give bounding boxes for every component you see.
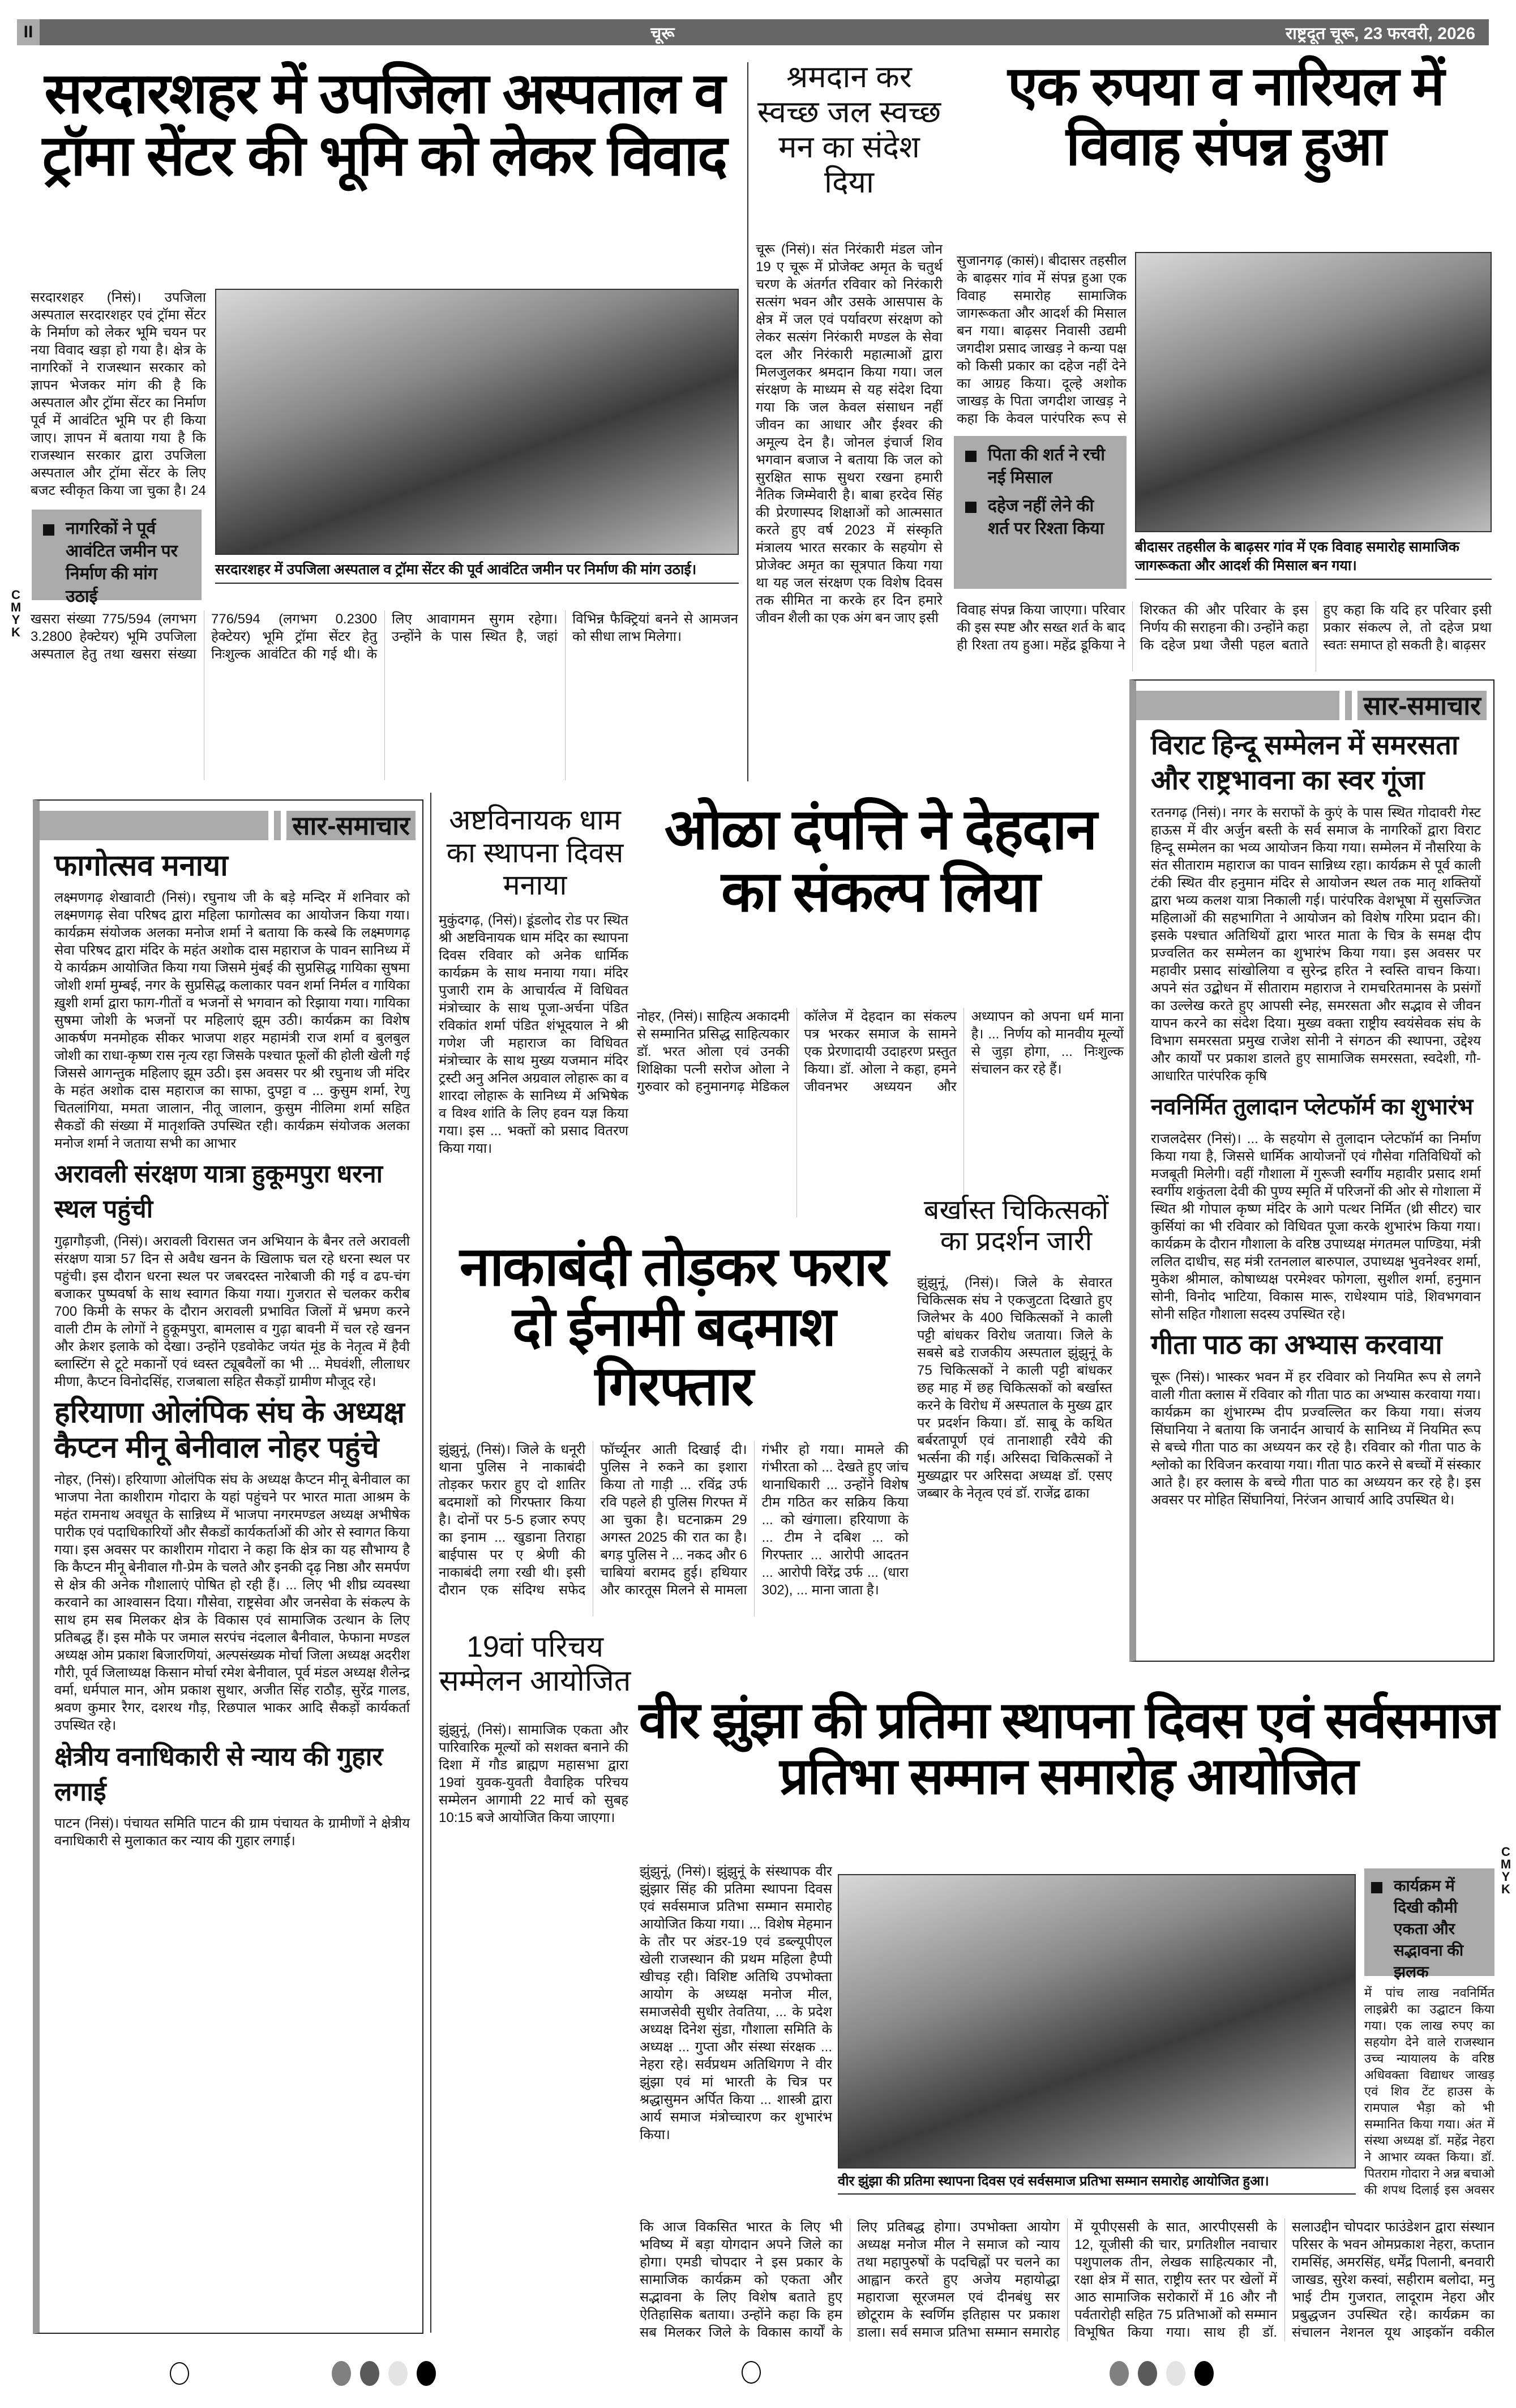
headline-doctors-protest: बर्खास्त चिकित्सकों का प्रदर्शन जारी: [923, 1195, 1109, 1257]
cmyk-mark: C M Y K: [10, 588, 22, 639]
bullet-square-icon: [1371, 1882, 1382, 1893]
caption-hospital: सरदारशहर में उपजिला अस्पताल व ट्रॉमा सेंटर की पूर्व आवंटित जमीन पर निर्माण की मांग उठाई।: [215, 561, 739, 584]
article-veer-jhunjha: झुंझुनूं, (निसं)। झुंझुनूं के संस्थापक वीर झुंझार सिंह की प्रतिमा स्थापना दिवस एवं सर्वसमाज प्रतिभा सम्मान समारोह आयोजित किया गया। ... विशेष मेहमान के तौर पर अंडर-19 एवं डब्ल्यूपीएल खेली राजस्थान की प्रथम महिला हैप्पी खीचड़ रही। विशिष्ट अतिथि उपभोक्ता आयोग के अध्यक्ष मनोज मील, समाजसेवी सुधीर तेवतिया, ... के प्रदेश अध्यक्ष दिनेश सुंडा, गौशाला समिति के अध्यक्ष ... गुप्ता और संस्था संरक्षक ... नेहरा रहे। सर्वप्रथम अतिथिगण ने वीर झुंझा एवं मां भारती के चित्र पर श्रद्धासुमन अर्पित किया ... शास्त्री द्वारा आर्य समाज मंत्रोच्चारण कर शुभारंभ किया।: [640, 1864, 832, 2142]
edition-date: राष्ट्रदूत चूरू, 23 फरवरी, 2026: [1285, 24, 1475, 43]
article-shramdaan: चूरू (निसं)। संत निरंकारी मंडल जोन 19 ए चूरू में प्रोजेक्ट अमृत के चतुर्थ चरण के अंतर्गत रविवार को निरंकारी सत्संग भवन और उसके आसपास के क्षेत्र में जल एवं पर्यावरण संरक्षण को लेकर सत्संग निरंकारी मण्डल के सेवा दल और निरंकारी महात्माओं द्वारा मिलजुलकर श्रमदान किया गया। जल संरक्षण के माध्यम से यह संदेश दिया गया कि जल केवल संसाधन नहीं जीवन का आधार और ईश्वर की अमूल्य देन है। जोनल इंचार्ज शिव भगवान बजाज ने बताया कि जल को सुरक्षित साफ सुथरा रखना हमारी नैतिक जिम्मेवारी है। बाबा हरदेव सिंह की प्रेरणास्पद शिक्षाओं को आत्मसात करते हुए वर्ष 2023 में संस्कृति मंत्रालय भारत सरकार के सहयोग से प्रोजेक्ट अमृत का सूत्रपात किया गया था यह जल संरक्षण एक विशेष दिवस तक सीमित ना करके हर दिन हमारे जीवन शैली का एक अंग बन जाए इसी: [756, 242, 943, 626]
brief-body: चूरू (निसं)। भास्कर भवन में हर रविवार को नियमित रूप से लगने वाली गीता क्लास में रविवार को गीता पाठ का अभ्यास करवाया गया। कार्यक्रम का शुंभारम्भ दीप प्रज्वल्लित कर किया गया। संजय सिंघानिया ने बताया कि जनार्दन आचार्य के सानिध्य में नियमित रूप से बच्चे गीता पाठ का अध्ययन कर रहे है। रविवार को गीता पाठ के श्लोको का रिविजन करवाया गया। गीता पाठ करने से बच्चों में संस्कार आते है। हर क्लास के बच्चे गीता पाठ का अध्ययन कर रहे है। इस अवसर पर मोहित सिंघानियां, निरंजन आचार्य आदि उपस्थित थे।: [1151, 1370, 1481, 1508]
highlight-text: कार्यक्रम में दिखी कौमी एकता और सद्भावना की झलक: [1394, 1877, 1464, 1981]
brief-body: गुढ़ागौड़जी, (निसं)। अरावली विरासत जन अभियान के बैनर तले अरावली संरक्षण यात्रा 57 दिन से अवैध खनन के खिलाफ चल रहे धरना स्थल पर पहुंची। इस दौरान धरना स्थल पर जबरदस्त नारेबाजी की गई व ढप-चंग बजाकर पुष्पवर्षा के साथ स्वागत किया गया। गुजरात से चलकर करीब 700 किमी के सफर के दौरान अरावली प्रभावित जिलों में भ्रमण करने वाली टीम के लोगों ने हुकूमपुरा, बामलास व गुढ़ा बावनी में चल रहे खनन और क्रेशर इलाके को देखा। उन्होंने एडवोकेट जयंत मूंड के नेतृत्व में हैवी ब्लास्टिंग से टूटे मकानों एवं ध्वस्त ट्यूबवैलों का भी ... मेघवंशी, लीलाधर मीणा, कैप्टन विनोदसिंह, राजबाला सहित सैकड़ों ग्रामीण मौजूद रहे।: [54, 1234, 410, 1389]
brief-headline: गीता पाठ का अभ्यास करवाया: [1151, 1330, 1442, 1360]
registration-target-icon: [170, 2362, 189, 2385]
caption-wedding: बीदासर तहसील के बाढ़सर गांव में एक विवाह समारोह सामाजिक जागरूकता और आदर्श की मिसाल बन गया।: [1135, 538, 1492, 580]
highlight-box-veer: [1364, 1868, 1494, 1981]
color-swatch: [388, 2361, 408, 2386]
highlight-box-wedding: [954, 436, 1127, 589]
news-brief-box-right: [1129, 679, 1494, 1662]
highlight-text: नागरिकों ने पूर्व आवंटित जमीन पर निर्माण की मांग उठाई: [66, 519, 178, 606]
article-ola-dehdaan: नोहर, (निसं)। साहित्य अकादमी से सम्मानित प्रसिद्ध साहित्यकार डॉ. भरत ओला एवं उनकी शिक्षिका पत्नी सरोज ओला ने गुरुवार को हनुमानगढ़ मेडिकल कॉलेज में देहदान का संकल्प पत्र भरकर समाज के सामने एक प्रेरणादायी उदाहरण प्रस्तुत किया। डॉ. ओला ने कहा, हमने जीवनभर अध्ययन और अध्यापन को अपना धर्म माना है। ... निर्णय को मानवीय मूल्यों से जुड़ा होगा, ... निःशुल्क संचालन कर रहे हैं।: [637, 1009, 1124, 1094]
article-wedding-continued: विवाह संपन्न किया जाएगा। परिवार की इस स्पष्ट और सख्त शर्त के बाद ही रिश्ता तय हुआ। महेंद्र डूकिया ने शिरकत की और परिवार के इस निर्णय की सराहना की। उन्होंने कहा कि दहेज प्रथा जैसी पहल बताते हुए कहा कि यदि हर परिवार इसी प्रकार संकल्प ले, तो दहेज प्रथा स्वतः समाप्त हो सकती है। बाढ़सर: [957, 602, 1492, 653]
highlight-box-hospital: [32, 510, 202, 606]
article-hospital-continued: खसरा संख्या 775/594 (लगभग 3.2800 हेक्टेयर) भूमि उपजिला अस्पताल हेतु तथा खसरा संख्या 776/594 (लगभग 0.2300 हेक्टेयर) भूमि ट्रॉमा सेंटर हेतु निःशुल्क आवंटित की गई थी। के लिए आवागमन सुगम रहेगा। उन्होंने के पास स्थित है, जहां विभिन्न फैक्ट्रियां बनने से आमजन को सीधा लाभ मिलेगा।: [31, 611, 738, 662]
brief-headline: नवनिर्मित तुलादान प्लेटफॉर्म का शुभारंभ: [1151, 1094, 1474, 1119]
headline-parichay-sammelan: 19वां परिचय सम्मेलन आयोजित: [439, 1631, 631, 1697]
highlight-text: पिता की शर्त ने रची नई मिसाल: [988, 446, 1106, 487]
highlight-text: दहेज नहीं लेने की शर्त पर रिश्ता किया: [988, 497, 1104, 538]
brief-body: लक्ष्मणगढ़ शेखावाटी (निसं)। रघुनाथ जी के बड़े मन्दिर में शनिवार को लक्ष्मणगढ़ सेवा परिषद द्वारा महिला फागोत्सव का आयोजन किया गया। कार्यक्रम संयोजक अलका मनोज शर्मा ने बताया कि कस्बे कि लक्ष्मणगढ़ सेवा परिषद द्वारा मंदिर के महंत अशोक दास महाराज के पावन सानिध्य में ये कार्यक्रम आयोजित किया गया जिसमे मुंबई की सुप्रसिद्ध गायिका सुषमा जोशी शर्मा मुम्बई, नगर के सुप्रसिद्ध कलाकार पवन शर्मा निर्मल व गायिका ख़ुशी शर्मा द्वारा फाग-गीतों व भजनों से भगवान को रिझाया गया। गायिका सुषमा जोशी के भजनों पर महिलाएं झूम उठी। कार्यक्रम का विशेष आकर्षण मनमोहक सीकर भाजपा शहर महामंत्री राज शर्मा व बुलबुल जोशी का राधा-कृष्ण रास नृत्य रहा जिसके पश्चात फूलों की होली खेली गई जिससे आगन्तुक महिलाए झूम उठी। इस अवसर पर श्री रघुनाथ जी मंदिर के महंत अशोक दास महाराज का साफा, दुपट्टा व ... कुसुम शर्मा, रेणु चितलांगिया, ममता जालान, नीतू जालान, कुसुम नीलिमा शर्मा सहित सैकडों की संख्या में मातृशक्ति उपस्थित रही। कार्यक्रम संयोजक अलका मनोज शर्मा ने जताया सभी का आभार: [54, 890, 410, 1151]
article-ashtavinayak: मुकुंदगढ़, (निसं)। डूंडलोद रोड पर स्थित श्री अष्टविनायक धाम मंदिर का स्थापना दिवस रविवार को अनेक धार्मिक कार्यक्रम के साथ मनाया गया। मंदिर पुजारी राम के आचार्यत्व में विधिवत मंत्रोच्चार के साथ पूजा-अर्चना पंडित रविकांत शर्मा पंडित शंभूदयाल ने श्री गणेश जी महाराज का विधिवत मंत्रोच्चार के साथ मुख्य यजमान मंदिर ट्रस्टी अनु अनिल अग्रवाल लोहारू का व शारदा लोहारू के सानिध्य में अभिषेक व विश्व शांति के लिए हवन यज्ञ किया गया। इस ... भक्तों को प्रसाद वितरण किया गया।: [439, 913, 628, 1156]
article-veer-side: में पांच लाख नवनिर्मित लाइब्रेरी का उद्घाटन किया गया। एक लाख रुपए का सहयोग देने वाले राजस्थान उच्च न्यायालय के वरिष्ठ अधिवक्ता विद्याधर जाखड़ एवं शिव टेंट हाउस के रामपाल भैड़ा को भी सम्मानित किया गया। अंत में संस्था अध्यक्ष डॉ. महेंद्र नेहरा ने आभार व्यक्त किया। डॉ. पितराम गोदारा ने अन्न बचाओ की शपथ दिलाई इस अवसर: [1364, 1986, 1494, 2197]
photo-protest-group: [215, 289, 739, 555]
caption-veer-jhunjha: वीर झुंझा की प्रतिमा स्थापना दिवस एवं सर्वसमाज प्रतिभा सम्मान समारोह आयोजित हुआ।: [838, 2173, 1356, 2195]
color-swatch: [360, 2361, 379, 2386]
registration-marks-right: [1110, 2361, 1214, 2386]
brief-headline: हरियाणा ओलंपिक संघ के अध्यक्ष कैप्टन मीनू बेनीवाल नोहर पहुंचे: [54, 1396, 405, 1464]
brief-headline: अरावली संरक्षण यात्रा हुकूमपुरा धरना स्थल पहुंची: [54, 1160, 383, 1223]
article-hospital-lead: सरदारशहर (निसं)। उपजिला अस्पताल सरदारशहर एवं ट्रॉमा सेंटर के निर्माण को लेकर भूमि चयन पर नया विवाद खड़ा हो गया है। क्षेत्र के नागरिकों ने राजस्थान सरकार को ज्ञापन भेजकर मांग की है कि अस्पताल और ट्रॉमा सेंटर का निर्माण पूर्व में आवंटित भूमि पर ही किया जाए। ज्ञापन में बताया गया है कि राजस्थान सरकार द्वारा उपजिला अस्पताल और ट्रॉमा सेंटर के लिए बजट स्वीकृत किया जा चुका है। 24: [31, 290, 206, 498]
headline-hospital: सरदारशहर में उपजिला अस्पताल व ट्रॉमा सेंटर की भूमि को लेकर विवाद: [42, 62, 727, 187]
color-swatch: [417, 2361, 436, 2386]
brief-body: पाटन (निसं)। पंचायत समिति पाटन की ग्राम पंचायत के ग्रामीणों ने क्षेत्रीय वनाधिकारी से मुलाकात कर न्याय की गुहार लगाई।: [54, 1816, 410, 1849]
headline-ola-dehdaan: ओळा दंपत्ति ने देहदान का संकल्प लिया: [664, 798, 1097, 923]
page-header-bar: [17, 19, 1489, 45]
color-swatch: [1166, 2361, 1185, 2386]
registration-target-icon: [742, 2361, 761, 2384]
section-name: चूरू: [650, 24, 675, 43]
section-label: सार-समाचार: [37, 811, 416, 840]
brief-headline: क्षेत्रीय वनाधिकारी से न्याय की गुहार लगाई: [54, 1742, 383, 1806]
color-swatch: [1138, 2361, 1157, 2386]
article-doctors-protest: झुंझुनूं, (निसं)। जिले के सेवारत चिकित्सक संघ ने एकजुटता दिखाते हुए जिलेभर के 400 चिकित्सकों ने काली पट्टी बांधकर विरोध जताया। जिले के सबसे बडे राजकीय अस्पताल झुंझुनूं के 75 चिकित्सकों ने काली पट्टी बांधकर छह माह में छह चिकित्सकों को बर्खास्त करने के विरोध में अस्पताल के मुख्य द्वार पर प्रदर्शन किया। डॉ. साबू के कथित बर्बरतापूर्ण एवं तानाशाही रवैये की भर्त्सना की गई। अरिसदा चिकित्सकों ने मुख्यद्वार पर अरिसदा अध्यक्ष डॉ. एसए जब्बार के नेतृत्व एवं डॉ. राजेंद्र ढाका: [917, 1275, 1112, 1501]
brief-body: रतनगढ़ (निसं)। नगर के सराफों के कुएं के पास स्थित गोदावरी गेस्ट हाऊस में वीर अर्जुन बस्ती के सर्व समाज के नागरिकों द्वारा विराट हिन्दू सम्मेलन का भव्य आयोजन किया गया। सम्मेलन में नौसरिया के संत सीताराम महाराज का पावन सान्निध्य रहा। कार्यक्रम से पूर्व काली टंकी स्थित वीर हनुमान मंदिर से आयोजन स्थल तक मातृ शक्तियों द्वारा भव्य कलश यात्रा निकाली गई। पारंपरिक वेशभूषा में सुसज्जित महिलाओं की सहभागिता ने आयोजन को विशेष गरिमा प्रदान की। इसके पश्चात अतिथियों द्वारा भारत माता के चित्र के समक्ष दीप प्रज्वलित कर सम्मेलन का शुभारंभ किया गया। इस अवसर पर महावीर प्रसाद सांखोलिया व सुरेन्द्र हरित ने स्वस्ति वाचन किया। अपने संत उद्बोधन में सीताराम महाराज ने रामचरितमानस के प्रसंगों का उल्लेख करते हुए आपसी स्नेह, समरसता और सद्भाव से जीवन यापन करने का संदेश दिया। मुख्य वक्ता राष्ट्रीय स्वयंसेवक संघ के विभाग समरसता प्रमुख राजेश सोनी ने संगठन की स्थापना, उद्देश्य और कार्यों पर प्रकाश डालते हुए सामाजिक समरसता, स्वदेशी, गौ-आधारित पारंपरिक कृषि: [1151, 805, 1481, 1084]
headline-veer-jhunjha: वीर झुंझा की प्रतिमा स्थापना दिवस एवं सर्वसमाज प्रतिभा सम्मान समारोह आयोजित: [639, 1692, 1498, 1805]
color-swatch: [1110, 2361, 1129, 2386]
cmyk-mark: C M Y K: [1500, 1845, 1511, 1896]
headline-wedding: एक रुपया व नारियल में विवाह संपन्न हुआ: [1008, 56, 1444, 177]
news-brief-box-left: [33, 799, 423, 2334]
article-veer-bottom: कि आज विकसित भारत के लिए भी भविष्य में बड़ा योगदान अपने जिले का होगा। एमडी चोपदार ने इस प्रकार के सामाजिक कार्यक्रम को एकता और सद्भावना के लिए विशेष बताते हुए ऐतिहासिक बताया। उन्होंने कहा कि हम सब मिलकर जिले के विकास कार्यों के लिए प्रतिबद्ध होगा। उपभोक्ता आयोग अध्यक्ष मनोज मील ने समाज को न्याय तथा महापुरुषों के पदचिह्नों पर चलने का आह्वान करते हुए अजेय महायोद्धा महाराजा सूरजमल एवं दीनबंधु सर छोटूराम के स्वर्णिम इतिहास पर प्रकाश डाला। सर्व समाज प्रतिभा सम्मान समारोह में यूपीएससी के सात, आरपीएससी के 12, यूजीसी की चार, प्रगतिशील नवाचार पशुपालक तीन, लेखक साहित्यकार नौ, रक्षा क्षेत्र में सात, राष्ट्रीय स्तर पर खेलों में आठ सामाजिक सरोकारों में 16 और नौ पर्वतारोही सहित 75 प्रतिभाओं को सम्मान विभूषित किया गया। साथ ही डॉ. सलाउद्दीन चोपदार फाउंडेशन द्वारा संस्थान परिसर के भवन ओमप्रकाश नेहरा, कप्तान रामसिंह, अमरसिंह, धर्मेंद्र पिलानी, बनवारी जाखड, सुरेश कस्वां, सहीराम बलोदा, मनु भाई टीम गुजरात, लादूराम नेहरा और प्रबुद्धजन उपस्थित रहे। कार्यक्रम का संचालन नेशनल यूथ आइकॉन वकील: [640, 2219, 1494, 2340]
article-nakabandi: झुंझुनूं, (निसं)। जिले के धनूरी थाना पुलिस ने नाकाबंदी तोड़कर फरार हुए दो शातिर बदमाशों को गिरफ्तार किया है। दोनों पर 5-5 हजार रुपए का इनाम ... खुडाना तिराहा बाईपास पर ए श्रेणी की नाकाबंदी लगा रखी थी। इसी दौरान एक संदिग्ध सफेद फॉर्च्यूनर आती दिखाई दी। पुलिस ने रुकने का इशारा किया तो गाड़ी ... रविंद्र उर्फ रवि पहले ही पुलिस गिरफ्त में आ चुका है। घटनाक्रम 29 अगस्त 2025 की रात का है। बगड़ पुलिस ने ... नकद और 6 चाबियां बरामद हुई। हथियार और कारतूस मिलने से मामला गंभीर हो गया। मामले की गंभीरता को ... देखते हुए जांच थानाधिकारी ... उन्होंने विशेष टीम गठित कर सक्रिय किया ... को खंगाला। हरियाणा के ... टीम ने दबिश ... को गिरफ्तार ... आरोपी आदतन ... आरोपी विरेंद्र उर्फ ... (धारा 302), ... माना जाता है।: [439, 1442, 909, 1598]
color-swatch: [1194, 2361, 1214, 2386]
bullet-square-icon: [965, 451, 977, 462]
bullet-square-icon: [43, 524, 54, 536]
brief-body: राजलदेसर (निसं)। ... के सहयोग से तुलादान प्लेटफॉर्म का निर्माण किया गया है, जिससे धार्मिक आयोजनों एवं गौसेवा गतिविधियों को मजबूती मिलेगी। वहीं गौशाला में गुरूजी स्वर्गीय महावीर प्रसाद शर्मा स्वर्गीय शकुंतला देवी की पुण्य स्मृति में परिजनों की ओर से गोशाला में स्थित श्री गोपाल कृष्ण मंदिर के आगे पत्थर निर्मित (थ्री सीटर) चार कुर्सियां का भी रविवार को विधिवत पूजा करके शुभारंभ किया गया। कार्यक्रम के दौरान गौशाला के वरिष्ठ उपाध्यक्ष मंगतमल पाण्डिया, मंत्री ललित दाधीच, सह मंत्री रतनलाल बारुपाल, उपाध्यक्ष भुवनेश्वर शर्मा, मुकेश श्रीमाल, कोषाध्यक्ष परमेश्वर फोगला, सुशील शर्मा, हनुमान सोनी, विनोद भाटिया, विकास मारू, राधेश्याम पांडे, शिवभगवान सोनी सहित गौशाला सदस्य उपस्थित रहे।: [1151, 1131, 1481, 1322]
headline-ashtavinayak: अष्टविनायक धाम का स्थापना दिवस मनाया: [446, 804, 624, 901]
article-wedding: सुजानगढ़ (कासं)। बीदासर तहसील के बाढ़सर गांव में संपन्न हुआ एक विवाह समारोह सामाजिक जागरूकता और आदर्श की मिसाल बन गया। बाढ़सर निवासी उद्यमी जगदीश प्रसाद जाखड़ ने कन्या पक्ष को किसी प्रकार का दहेज नहीं देने का आग्रह किया। दूल्हे अशोक जाखड़ के पिता जगदीश जाखड़ ने कहा कि केवल पारंपरिक रूप से: [957, 253, 1127, 426]
page-number: II: [17, 19, 40, 45]
headline-shramdaan: श्रमदान कर स्वच्छ जल स्वच्छ मन का संदेश दिया: [757, 60, 941, 200]
column-divider: [747, 62, 748, 781]
photo-felicitation-ceremony: [838, 1874, 1356, 2169]
section-label: सार-समाचार: [1134, 691, 1487, 720]
article-parichay-sammelan: झुंझुनूं, (निसं)। सामाजिक एकता और पारिवारिक मूल्यों को सशक्त बनाने की दिशा में गौड ब्राह्मण महासभा द्वारा 19वां युवक-युवती वैवाहिक परिचय सम्मेलन आगामी 22 मार्च को सुबह 10:15 बजे आयोजित किया जाएगा।: [439, 1722, 628, 1825]
registration-marks-center: [742, 2361, 761, 2384]
brief-headline: फागोत्सव मनाया: [54, 849, 228, 882]
bullet-square-icon: [965, 502, 977, 513]
registration-marks-left: [170, 2361, 436, 2386]
photo-wedding-couple: [1135, 252, 1492, 532]
column-divider: [430, 793, 431, 2333]
headline-nakabandi: नाकाबंदी तोड़कर फरार दो ईनामी बदमाश गिरफ्तार: [459, 1237, 888, 1417]
brief-headline: विराट हिन्दू सम्मेलन में समरसता और राष्ट्रभावना का स्वर गूंजा: [1151, 730, 1459, 795]
color-swatch: [332, 2361, 351, 2386]
brief-body: नोहर, (निसं)। हरियाणा ओलंपिक संघ के अध्यक्ष कैप्टन मीनू बेनीवाल का भाजपा नेता काशीराम गोदारा के यहां पहुंचने पर भारत माता आश्रम के महंत रामनाथ अवधूत के सान्निध्य में भाजपा नगरमण्डल अध्यक्ष अभीषेक पारीक एवं पदाधिकारियों और सैकडों कार्यकर्ताओं की ओर से स्वागत किया गया। इस अवसर पर काशीराम गोदारा ने कहा कि क्षेत्र का यह सौभाग्य है कि कैप्टन मीनू बेनीवाल गौ-प्रेम के चलते और इनकी दृढ़ निष्ठा और समर्पण से क्षेत्र की अनेक गौशालाएं पोषित हो रही हैं। ... लिए भी शीघ्र व्यवस्था करवाने का आश्वासन दिया। गौसेवा, राष्ट्रसेवा और जनसेवा के संकल्प के साथ हम सब मिलकर क्षेत्र के विकास एवं सामाजिक उत्थान के लिए प्रतिबद्ध हैं। इस मौके पर जमाल सरपंच नंदलाल बैनीवाल, फेफाना मण्डल अध्यक्ष ओम प्रकाश बिजारणियां, अल्पसंख्यक मोर्चा जिला अध्यक्ष अदरीश गौरी, पूर्व जिलाध्यक्ष किसान मोर्चा रमेश बेनीवाल, पूर्व मंडल अध्यक्ष शैलेन्द्र वर्मा, धर्मपाल मान, ओम प्रकाश सुथार, अजीत सिंह राठौड़, सुरेंद्र गालड, श्रवण कुमार रैगर, दशरथ गौड़, रिछपाल भाकर आदि सैकड़ों कार्यकर्ता उपस्थित रहे।: [54, 1472, 410, 1733]
